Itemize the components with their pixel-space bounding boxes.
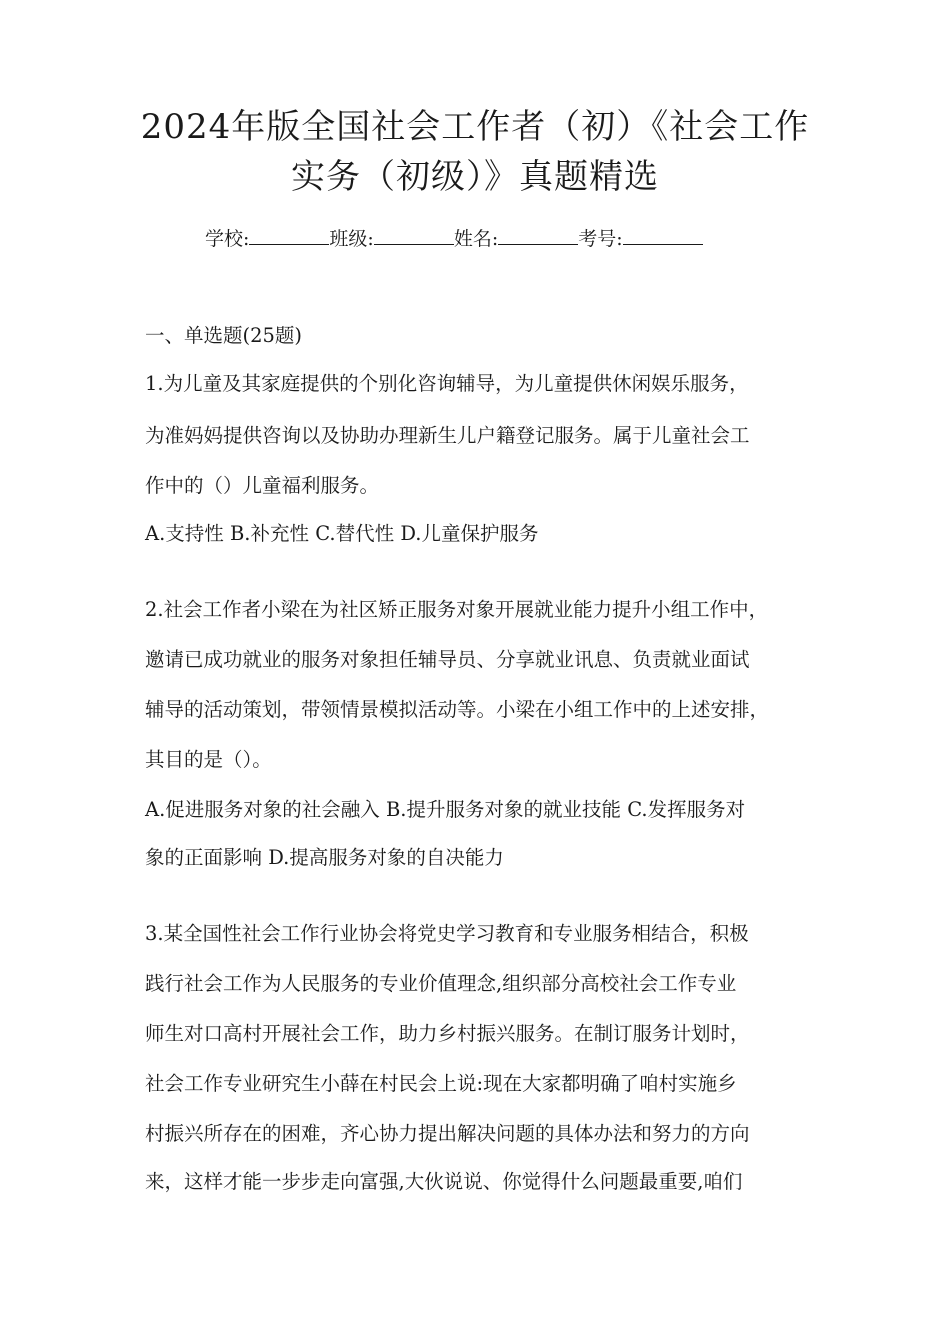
question-1-line-3: 作中的（）儿童福利服务。 (145, 474, 380, 497)
section-heading: 一、单选题(25题) (145, 324, 303, 347)
document-title-line2: 实务（初级）》真题精选 (291, 157, 659, 197)
question-2-options-line-2: 象的正面影响 D.提高服务对象的自决能力 (145, 846, 504, 869)
school-blank (249, 224, 329, 245)
question-1-line-1: 1.为儿童及其家庭提供的个别化咨询辅导，为儿童提供休闲娱乐服务， (145, 372, 749, 395)
question-3-line-4: 社会工作专业研究生小薛在村民会上说:现在大家都明确了咱村实施乡 (145, 1072, 737, 1095)
student-info-row (205, 224, 703, 253)
question-3-line-6: 来，这样才能一步步走向富强,大伙说说、你觉得什么问题最重要,咱们 (145, 1170, 743, 1193)
question-1-line-2: 为准妈妈提供咨询以及协助办理新生儿户籍登记服务。属于儿童社会工 (145, 424, 750, 447)
question-3-line-3: 师生对口高村开展社会工作，助力乡村振兴服务。在制订服务计划时， (145, 1022, 750, 1045)
question-3-line-1: 3.某全国性社会工作行业协会将党史学习教育和专业服务相结合，积极 (145, 922, 749, 945)
question-2-line-2: 邀请已成功就业的服务对象担任辅导员、分享就业讯息、负责就业面试 (145, 648, 750, 671)
class-blank (374, 224, 454, 245)
name-blank (498, 224, 578, 245)
exam-number-blank (623, 224, 703, 245)
question-2-line-4: 其目的是（）。 (145, 748, 272, 771)
exam-number-label: 考号: (578, 228, 623, 250)
question-2-options-line-1: A.促进服务对象的社会融入 B.提升服务对象的就业技能 C.发挥服务对 (145, 798, 746, 821)
name-label: 姓名: (453, 228, 499, 250)
class-label: 班级: (329, 228, 374, 250)
question-3-line-5: 村振兴所存在的困难，齐心协力提出解决问题的具体办法和努力的方向 (145, 1122, 750, 1145)
school-label: 学校: (205, 228, 250, 250)
question-2-line-3: 辅导的活动策划，带领情景模拟活动等。小梁在小组工作中的上述安排， (145, 698, 770, 721)
question-1-options: A.支持性 B.补充性 C.替代性 D.儿童保护服务 (145, 522, 539, 545)
document-title-line1: 2024年版全国社会工作者（初）《社会工作 (140, 107, 810, 147)
question-2-line-1: 2.社会工作者小梁在为社区矫正服务对象开展就业能力提升小组工作中， (145, 598, 769, 621)
question-3-line-2: 践行社会工作为人民服务的专业价值理念,组织部分高校社会工作专业 (145, 972, 737, 995)
